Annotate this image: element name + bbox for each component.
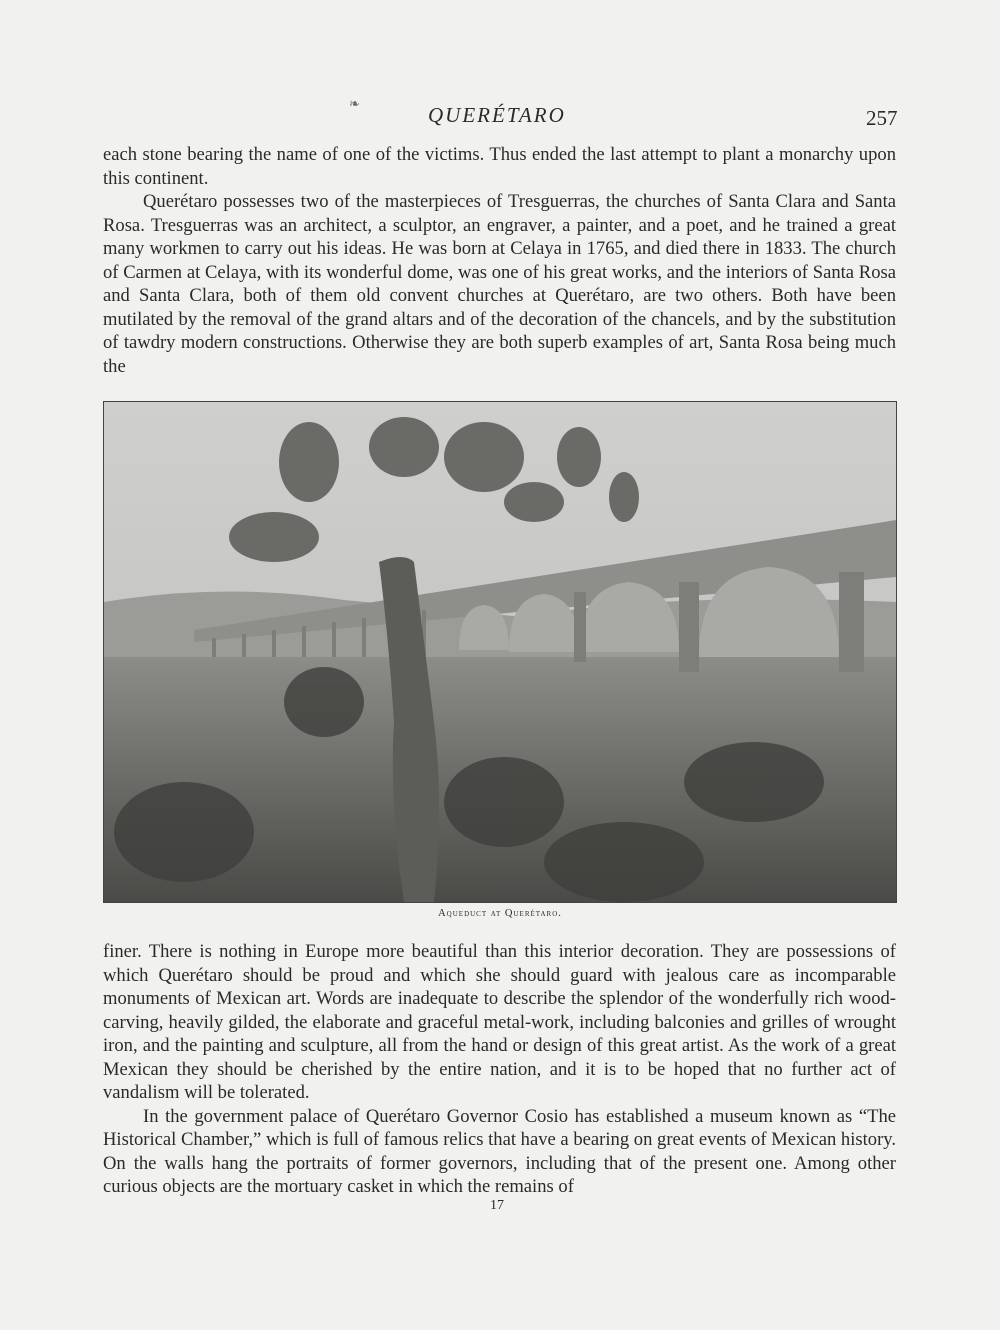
paragraph: In the government palace of Querétaro Governor Cosio has established a museum known as “The Historical Chamber,” which is full of famous relics that have a bearing on great events of Mexican history. On the walls hang the portraits of former governors, including that of the present one. Among other curious objects are the mortuary casket in which the remains of (103, 1105, 896, 1197)
paragraph: each stone bearing the name of one of the victims. Thus ended the last attempt to plant a monarchy upon this continent. (103, 144, 896, 189)
aqueduct-photograph (103, 401, 897, 903)
top-text-block (103, 143, 896, 378)
header-ornament: ❧ (349, 96, 360, 111)
page-number: 257 (866, 106, 898, 130)
signature-mark: 17 (490, 1198, 504, 1213)
running-head-title: QUERÉTARO (428, 103, 566, 127)
bottom-text-block (103, 940, 896, 1199)
paragraph: finer. There is nothing in Europe more beautiful than this interior decoration. They are possessions of which Querétaro should be proud and which she should guard with jealous care as incomparable monuments of Mexican art. Words are inadequate to describe the splendor of the wonderfully rich wood-carving, heavily gilded, the elaborate and graceful metal-work, including balconies and grilles of wrought iron, and the painting and sculpture, all from the hand or design of this great artist. As the work of a great Mexican they should be cherished by the entire nation, and it is to be hoped that no further act of vandalism will be tolerated. (103, 941, 896, 1103)
figure-caption: Aqueduct at Querétaro. (438, 908, 562, 919)
paragraph: Querétaro possesses two of the masterpieces of Tresguerras, the churches of Santa Clara and Santa Rosa. Tresguerras was an architect, a sculptor, an engraver, a painter, and a poet, and he trained a great many workmen to carry out his ideas. He was born at Celaya in 1765, and died there in 1833. The church of Carmen at Celaya, with its wonderful dome, was one of his great works, and the interiors of Santa Rosa and Santa Clara, both of them old convent churches at Querétaro, are two others. Both have been mutilated by the removal of the grand altars and of the decoration of the chancels, and by the substitution of tawdry modern constructions. Otherwise they are both superb examples of art, Santa Rosa being much the (103, 191, 896, 377)
